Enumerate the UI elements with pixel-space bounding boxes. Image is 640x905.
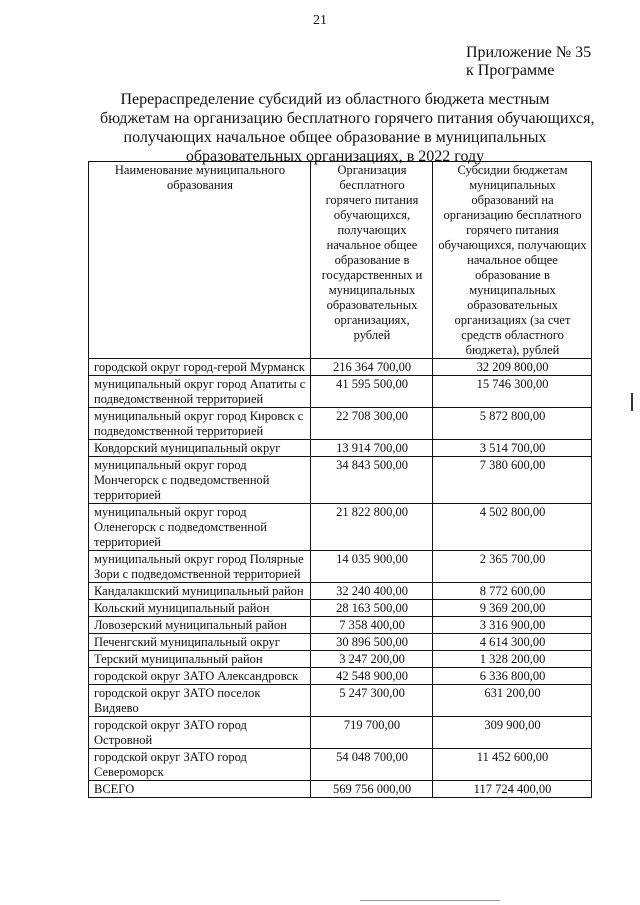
regional-subsidy-cell: 4 614 300,00: [433, 634, 592, 651]
appendix-line-2: к Программе: [466, 62, 555, 79]
municipality-cell: муниципальный округ город Оленегорск с подведомственной территорией: [89, 504, 311, 551]
scan-margin-mark: [631, 393, 633, 411]
table-row: [89, 668, 592, 685]
column-header-municipality: Наименование муниципального образования: [89, 162, 311, 359]
total-funding-cell: 719 700,00: [311, 717, 433, 749]
total-funding-cell: 42 548 900,00: [311, 668, 433, 685]
total-funding-cell: 7 358 400,00: [311, 617, 433, 634]
municipality-cell: муниципальный округ город Мончегорск с подведомственной территорией: [89, 457, 311, 504]
table-row: [89, 583, 592, 600]
regional-subsidy-cell: 2 365 700,00: [433, 551, 592, 583]
total-funding-cell: 41 595 500,00: [311, 376, 433, 408]
total-funding-cell: 34 843 500,00: [311, 457, 433, 504]
footer-rule: [360, 900, 500, 901]
table-row: [89, 359, 592, 376]
total-funding-cell: 14 035 900,00: [311, 551, 433, 583]
total-funding-cell: 54 048 700,00: [311, 749, 433, 781]
municipality-cell: муниципальный округ город Полярные Зори с подведомственной территорией: [89, 551, 311, 583]
title-line-1: Перераспределение субсидий из областного бюджета местным: [120, 91, 550, 108]
appendix-line-1: Приложение № 35: [466, 44, 592, 61]
regional-subsidy-cell: 1 328 200,00: [433, 651, 592, 668]
municipality-cell: муниципальный округ город Кировск с подведомственной территорией: [89, 408, 311, 440]
column-header-total-funding: Организация бесплатного горячего питания обучающихся, получающих начальное общее образование в государственных и муниципальных образовательных организациях, рублей: [311, 162, 433, 359]
table-row: [89, 440, 592, 457]
regional-subsidy-cell: 15 746 300,00: [433, 376, 592, 408]
municipality-cell: Печенгский муниципальный округ: [89, 634, 311, 651]
total-funding-cell: 569 756 000,00: [311, 781, 433, 798]
table-row: [89, 651, 592, 668]
regional-subsidy-cell: 5 872 800,00: [433, 408, 592, 440]
municipality-cell: городской округ ЗАТО Александровск: [89, 668, 311, 685]
table-header-row: [89, 162, 592, 359]
municipality-cell: ВСЕГО: [89, 781, 311, 798]
table-row: [89, 685, 592, 717]
document-title: [100, 90, 595, 166]
table-row: [89, 717, 592, 749]
total-funding-cell: 32 240 400,00: [311, 583, 433, 600]
table-row: [89, 781, 592, 798]
regional-subsidy-cell: 7 380 600,00: [433, 457, 592, 504]
municipality-cell: городской округ город-герой Мурманск: [89, 359, 311, 376]
regional-subsidy-cell: 117 724 400,00: [433, 781, 592, 798]
subsidy-table: [88, 161, 592, 798]
title-line-2: бюджетам на организацию бесплатного горячего питания обучающихся,: [100, 110, 595, 127]
municipality-cell: Терский муниципальный район: [89, 651, 311, 668]
municipality-cell: Кольский муниципальный район: [89, 600, 311, 617]
regional-subsidy-cell: 32 209 800,00: [433, 359, 592, 376]
appendix-note: [466, 44, 591, 80]
column-header-regional-subsidy: Субсидии бюджетам муниципальных образований на организацию бесплатного горячего питания обучающихся, получающих начальное общее образование в муниципальных образовательных организациях (за счет средств областного бюджета), рублей: [433, 162, 592, 359]
total-funding-cell: 216 364 700,00: [311, 359, 433, 376]
regional-subsidy-cell: 3 316 900,00: [433, 617, 592, 634]
municipality-cell: Ковдорский муниципальный округ: [89, 440, 311, 457]
total-funding-cell: 21 822 800,00: [311, 504, 433, 551]
table-row: [89, 634, 592, 651]
table-row: [89, 376, 592, 408]
table-row: [89, 600, 592, 617]
regional-subsidy-cell: 631 200,00: [433, 685, 592, 717]
municipality-cell: городской округ ЗАТО город Островной: [89, 717, 311, 749]
table-row: [89, 551, 592, 583]
regional-subsidy-cell: 3 514 700,00: [433, 440, 592, 457]
regional-subsidy-cell: 11 452 600,00: [433, 749, 592, 781]
regional-subsidy-cell: 309 900,00: [433, 717, 592, 749]
regional-subsidy-cell: 4 502 800,00: [433, 504, 592, 551]
table-row: [89, 408, 592, 440]
title-line-3: получающих начальное общее образование в муниципальных: [123, 129, 547, 146]
table-row: [89, 504, 592, 551]
municipality-cell: муниципальный округ город Апатиты с подведомственной территорией: [89, 376, 311, 408]
table-row: [89, 457, 592, 504]
page-number: 21: [313, 13, 327, 28]
municipality-cell: городской округ ЗАТО город Североморск: [89, 749, 311, 781]
municipality-cell: городской округ ЗАТО поселок Видяево: [89, 685, 311, 717]
regional-subsidy-cell: 9 369 200,00: [433, 600, 592, 617]
municipality-cell: Кандалакшский муниципальный район: [89, 583, 311, 600]
total-funding-cell: 28 163 500,00: [311, 600, 433, 617]
title-line-4: образовательных организациях, в 2022 году: [185, 148, 485, 165]
total-funding-cell: 13 914 700,00: [311, 440, 433, 457]
total-funding-cell: 5 247 300,00: [311, 685, 433, 717]
table-body: [89, 359, 592, 798]
total-funding-cell: 3 247 200,00: [311, 651, 433, 668]
total-funding-cell: 30 896 500,00: [311, 634, 433, 651]
municipality-cell: Ловозерский муниципальный район: [89, 617, 311, 634]
total-funding-cell: 22 708 300,00: [311, 408, 433, 440]
table-row: [89, 617, 592, 634]
regional-subsidy-cell: 6 336 800,00: [433, 668, 592, 685]
regional-subsidy-cell: 8 772 600,00: [433, 583, 592, 600]
table-row: [89, 749, 592, 781]
